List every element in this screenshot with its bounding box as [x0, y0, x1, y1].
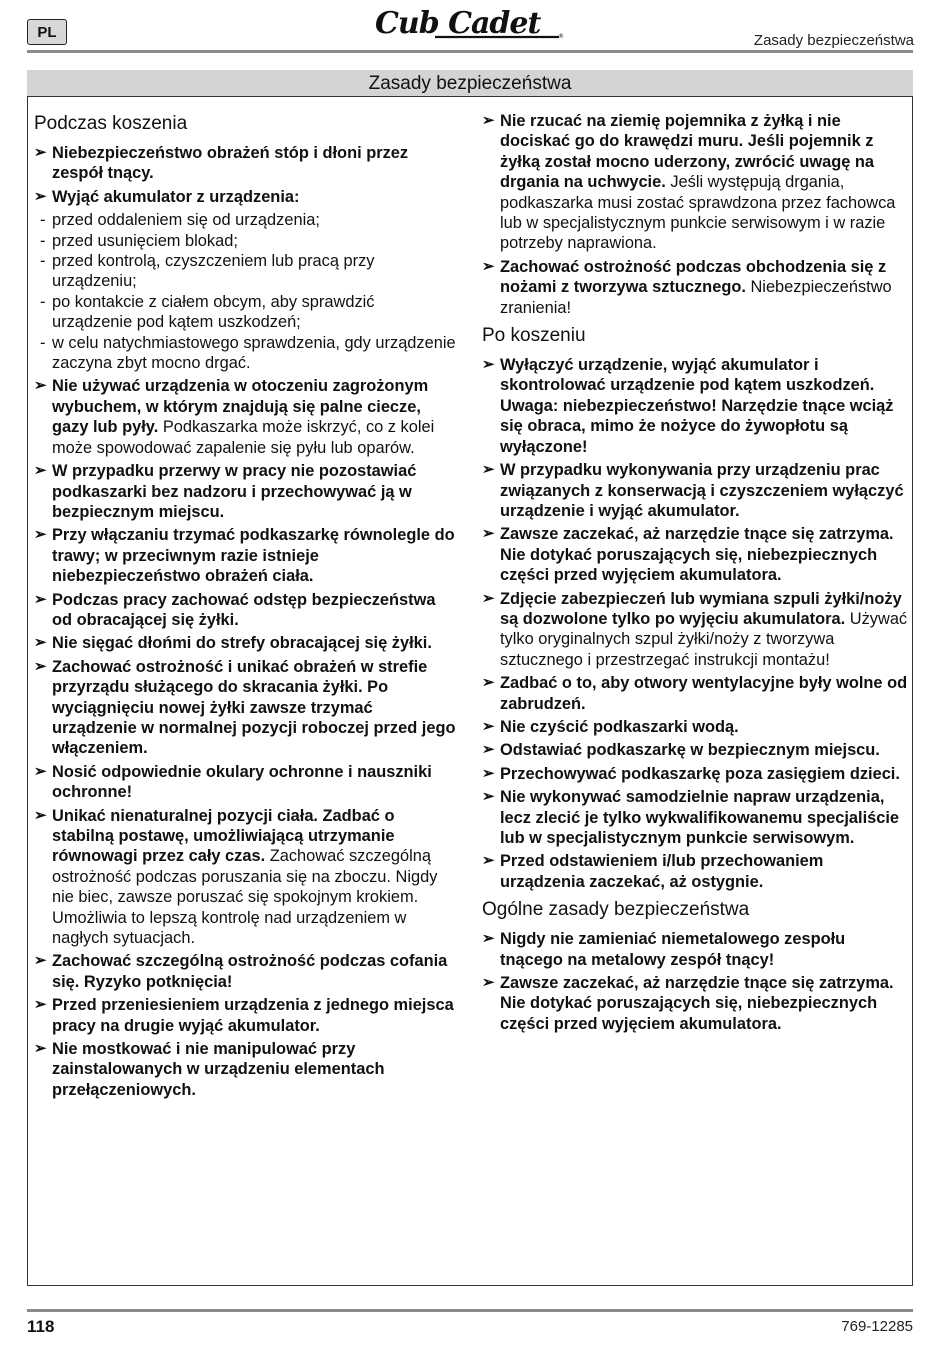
arrow-bullet-icon: ➢	[482, 112, 495, 129]
sub-list	[34, 210, 458, 373]
list-item: ➢ Zawsze zaczekać, aż narzędzie tnące się zatrzyma. Nie dotykać poruszających się, niebezpiecznych części przed wyjęciem akumulatora.	[482, 974, 894, 1033]
list-item: ➢ W przypadku przerwy w pracy nie pozostawiać podkaszarki bez nadzoru i przechowywać ją w bezpiecznym miejscu.	[34, 462, 417, 521]
list-item: ➢ Przed odstawieniem i/lub przechowaniem urządzenia zaczekać, aż ostygnie.	[482, 852, 824, 891]
list-item: ➢ Zachować ostrożność i unikać obrażeń w strefie przyrządu służącego do skracania żyłki. Po wyciągnięciu nowej żyłki zawsze trzymać urządzenie w normalnej pozycji roboczej przed jego włączeniem.	[34, 657, 456, 758]
header-section-title: Zasady bezpieczeństwa	[753, 32, 914, 49]
right-column	[482, 111, 910, 1037]
list-item: ➢ Zachować szczególną ostrożność podczas cofania się. Ryzyko potknięcia!	[34, 952, 448, 991]
arrow-bullet-icon: ➢	[34, 144, 47, 161]
arrow-bullet-icon: ➢	[482, 852, 495, 870]
list-item: ➢ Zdjęcie zabezpieczeń lub wymiana szpuli żyłki/noży są dozwolone tylko po wyjęciu akumulatora. Używać tylko oryginalnych szpul żyłki/noży z tworzywa sztucznego i przestrzegać instrukcji montażu!	[482, 589, 908, 669]
arrow-bullet-icon: ➢	[34, 462, 47, 480]
content-box	[27, 97, 913, 1286]
arrow-bullet-icon: ➢	[34, 377, 47, 395]
arrow-bullet-icon: ➢	[34, 952, 47, 970]
left-column	[34, 111, 458, 1103]
list-item: ➢ Odstawiać podkaszarkę w bezpiecznym miejscu.	[482, 741, 880, 760]
list-item: ➢ Nie mostkować i nie manipulować przy zainstalowanych w urządzeniu elementach przełączeniowych.	[34, 1040, 385, 1099]
footer-rule	[27, 1309, 913, 1312]
list-item: ➢ Przed przeniesieniem urządzenia z jednego miejsca pracy na drugie wyjąć akumulator.	[34, 996, 454, 1035]
arrow-bullet-icon: ➢	[34, 1040, 47, 1058]
list-item: ➢ Przechowywać podkaszarkę poza zasięgiem dzieci.	[482, 764, 900, 783]
arrow-bullet-icon: ➢	[34, 762, 47, 780]
svg-text:®: ®	[558, 33, 564, 40]
list-item: ➢ Wyłączyć urządzenie, wyjąć akumulator i skontrolować urządzenie pod kątem uszkodzeń. Uwaga: niebezpieczeństwo! Narzędzie tnące wciąż się obraca, mimo że nożyce do żywopłotu są wyłączone!	[482, 356, 894, 456]
list-item: ➢ Zachować ostrożność podczas obchodzenia się z nożami z tworzywa sztucznego. Niebezpieczeństwo zranienia!	[482, 257, 892, 317]
arrow-bullet-icon: ➢	[482, 356, 495, 374]
list-item: ➢ Zawsze zaczekać, aż narzędzie tnące się zatrzyma. Nie dotykać poruszających się, niebezpiecznych części przed wyjęciem akumulatora.	[482, 525, 894, 585]
section-heading-general-rules: Ogólne zasady bezpieczeństwa	[482, 899, 750, 921]
list-item: ➢ Nie sięgać dłońmi do strefy obracającej się żyłki.	[34, 634, 432, 653]
svg-text:Cub Cadet: Cub Cadet	[375, 6, 541, 41]
page-number: 118	[27, 1317, 55, 1336]
arrow-bullet-icon: ➢	[482, 930, 495, 948]
document-number: 769-12285	[841, 1318, 913, 1335]
arrow-bullet-icon: ➢	[482, 717, 495, 735]
page-title: Zasady bezpieczeństwa	[27, 70, 913, 97]
arrow-bullet-icon: ➢	[482, 974, 495, 992]
list-item: ➢ Nie czyścić podkaszarki wodą.	[482, 717, 739, 736]
section-heading-mowing: Podczas koszenia	[34, 113, 188, 134]
arrow-bullet-icon: ➢	[34, 526, 47, 544]
language-badge: PL	[27, 19, 67, 45]
arrow-bullet-icon: ➢	[34, 634, 47, 652]
list-item: ➢ W przypadku wykonywania przy urządzeniu prac związanych z konserwacją i czyszczeniem wyłączyć urządzenie i wyjąć akumulator.	[482, 461, 904, 520]
list-item: ➢ Zadbać o to, aby otwory wentylacyjne były wolne od zabrudzeń.	[482, 674, 908, 713]
list-item: ➢ Nosić odpowiednie okulary ochronne i nauszniki ochronne!	[34, 762, 432, 802]
arrow-bullet-icon: ➢	[34, 806, 47, 824]
section-heading-after-mowing: Po koszeniu	[482, 325, 586, 347]
list-item: ➢ Podczas pracy zachować odstęp bezpieczeństwa od obracającej się żyłki.	[34, 590, 436, 629]
list-item: ➢ Nie wykonywać samodzielnie napraw urządzenia, lecz zlecić je tylko wykwalifikowanemu specjaliście lub w specjalistycznym punkcie serwisowym.	[482, 788, 900, 847]
arrow-bullet-icon: ➢	[34, 657, 47, 675]
list-item: ➢ Unikać nienaturalnej pozycji ciała. Zadbać o stabilną postawę, umożliwiającą utrzymanie równowagi przez cały czas. Zachować szczególną ostrożność podczas poruszania się na zboczu. Nigdy nie biec, zawsze poruszać się spokojnym krokiem. Umożliwia to lepszą kontrolę nad urządzeniem w nagłych sytuacjach.	[34, 806, 438, 948]
sub-list-item: - w celu natychmiastowego sprawdzenia, gdy urządzenie zaczyna zbyt mocno drgać.	[40, 333, 456, 373]
arrow-bullet-icon: ➢	[34, 996, 47, 1014]
sub-list-item: - przed kontrolą, czyszczeniem lub pracą przy urządzeniu;	[40, 252, 375, 291]
arrow-bullet-icon: ➢	[482, 764, 495, 782]
list-item: ➢ Niebezpieczeństwo obrażeń stóp i dłoni przez zespół tnący.	[34, 144, 409, 183]
sub-list-item: - po kontakcie z ciałem obcym, aby sprawdzić urządzenie pod kątem uszkodzeń;	[40, 292, 375, 332]
arrow-bullet-icon: ➢	[482, 589, 495, 607]
list-item: ➢ Nigdy nie zamieniać niemetalowego zespołu tnącego na metalowy zespół tnący!	[482, 930, 846, 969]
list-item: ➢ Przy włączaniu trzymać podkaszarkę równolegle do trawy; w przeciwnym razie istnieje niebezpieczeństwo obrażeń ciała.	[34, 526, 455, 586]
arrow-bullet-icon: ➢	[34, 187, 47, 205]
arrow-bullet-icon: ➢	[482, 525, 495, 543]
arrow-bullet-icon: ➢	[482, 741, 495, 759]
list-item: ➢ Wyjąć akumulator z urządzenia:	[34, 187, 300, 206]
list-item: ➢ Nie rzucać na ziemię pojemnika z żyłką i nie dociskać go do krawędzi muru. Jeśli pojemnik z żyłką został mocno uderzony, zwrócić uwagę na drgania na uchwycie. Jeśli występują drgania, podkaszarka musi zostać sprawdzona przez fachowca lub w specjalistycznym punkcie serwisowym i w razie potrzeby naprawiona.	[482, 112, 896, 253]
arrow-bullet-icon: ➢	[482, 257, 495, 275]
arrow-bullet-icon: ➢	[482, 788, 495, 806]
list-item: ➢ Nie używać urządzenia w otoczeniu zagrożonym wybuchem, w którym znajdują się palne ciecze, gazy lub pyły. Podkaszarka może iskrzyć, co z kolei może spowodować zapalenie się pyłu lub oparów.	[34, 377, 435, 457]
arrow-bullet-icon: ➢	[482, 461, 495, 479]
arrow-bullet-icon: ➢	[34, 590, 47, 608]
arrow-bullet-icon: ➢	[482, 674, 495, 692]
header-rule	[27, 50, 913, 53]
cub-cadet-logo	[373, 4, 565, 44]
sub-list-item: - przed oddaleniem się od urządzenia;	[40, 211, 320, 230]
sub-list-item: - przed usunięciem blokad;	[40, 231, 238, 250]
